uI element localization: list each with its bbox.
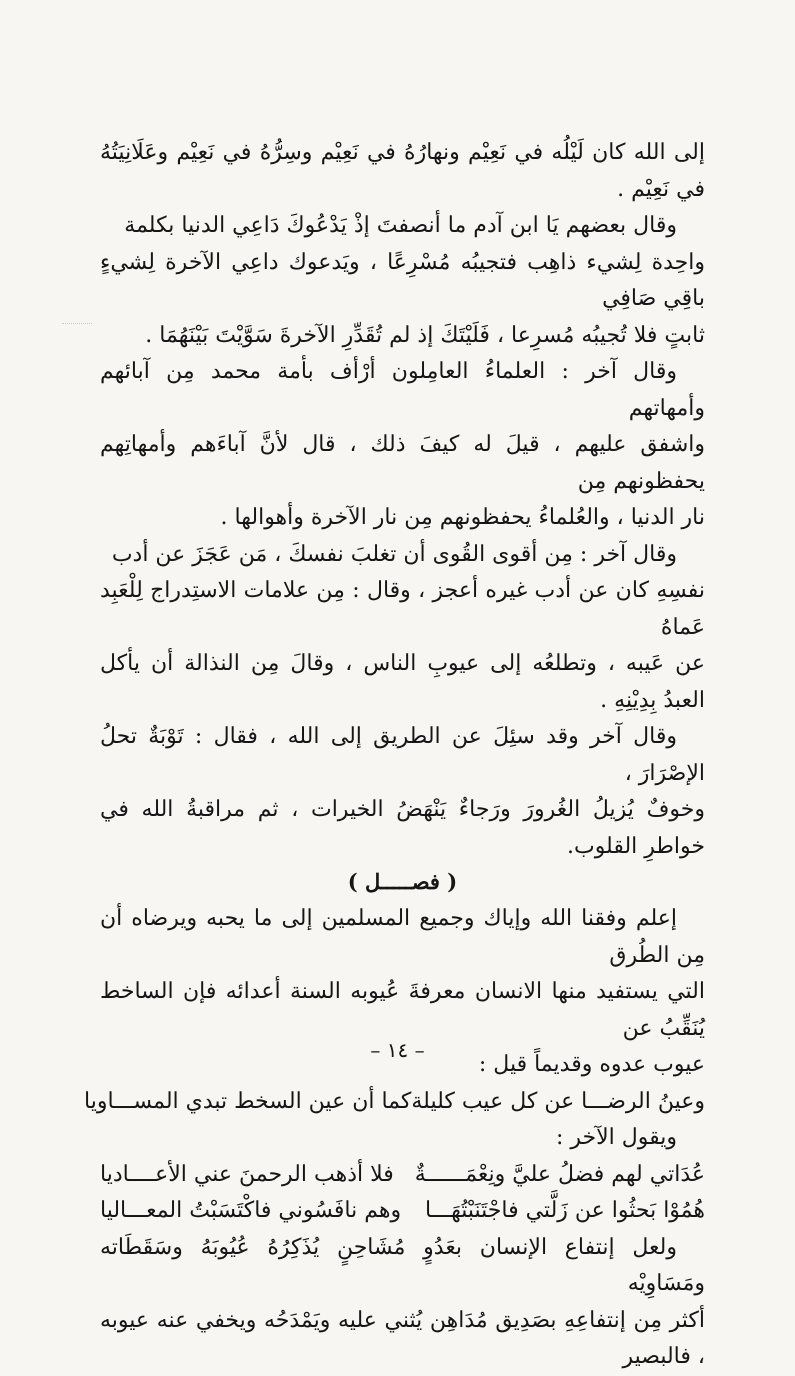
text-line: إلى الله كان لَيْلُه في نَعِيْم ونهارُهُ في نَعِيْم وسِرُّهُ في نَعِيْم وعَلَانِيَتُهُ في نَعِيْم . bbox=[100, 140, 705, 202]
text-line: إعلم وفقنا الله وإياك وجميع المسلمين إلى ما يحبه ويرضاه أن مِن الطُرق bbox=[100, 906, 705, 968]
verse-line bbox=[100, 1157, 705, 1194]
text-line: وقال آخر : مِن أقوى القُوى أن تغلبَ نفسكَ ، مَن عَجَزَ عن أدب bbox=[111, 541, 677, 567]
margin-mark bbox=[62, 323, 92, 326]
text-line: عيوب عدوه وقديماً قيل : bbox=[478, 1052, 705, 1077]
text-line: وخوفٌ يُزيلُ الغُرورَ ورَجاءٌ يَنْهَضُ الخيرات ، ثم مراقبةُ الله في خواطرِ القلوب. bbox=[100, 797, 705, 859]
text-line: أكثر مِن إنتفاعِهِ بصَدِيق مُدَاهِن يُثني عليه ويَمْدَحُه ويخفي عنه عيوبه ، فالبصير bbox=[100, 1307, 705, 1369]
text-line: ولعل إنتفاع الإنسان بعَدُوٍ مُشَاحِنٍ يُذَكِرُهُ عُيُوبَهُ وسَقَطَاته ومَسَاوِيْه bbox=[100, 1234, 705, 1296]
text-line: ثابتٍ فلا تُجيبُه مُسرِعا ، فَلَيْتَكَ إذ لم تُقَدِّرِ الآخرةَ سَوَّيْتَ بَيْنَهُمَا . bbox=[145, 322, 705, 348]
text-line: عن عَيبه ، وتطلعُه إلى عيوبِ الناس ، وقالَ مِن النذالة أن يأكل العبدُ بِدِيْنِهِ . bbox=[100, 651, 705, 713]
page-number: – ١٤ – bbox=[370, 1038, 425, 1062]
text-line: واشفق عليهم ، قيلَ له كيفَ ذلك ، قال لأنَّ آباءَهم وأمهاتِهم يحفظونهم مِن bbox=[100, 432, 705, 494]
verse-line bbox=[84, 1084, 705, 1121]
section-title: ( فصـــــل ) bbox=[347, 869, 458, 894]
verse-second-hemistich: وهم نافَسُوني فاكْتَسَبْتُ المعـــاليا bbox=[100, 1198, 402, 1223]
text-line: وقال بعضهم يَا ابن آدم ما أنصفتَ إذْ يَدْعُوكَ دَاعِي الدنيا بكلمة bbox=[124, 213, 677, 238]
page-body bbox=[84, 135, 705, 1376]
verse-first-hemistich: وعينُ الرضـــا عن كل عيب كليلة bbox=[411, 1088, 705, 1114]
verse-second-hemistich: كما أن عين السخط تبدي المســـاويا bbox=[84, 1088, 412, 1114]
verse-second-hemistich: فلا أذهب الرحمنَ عني الأعــــاديا bbox=[100, 1161, 394, 1187]
text-line: واحِدة لِشيء ذاهِب فتجيبُه مُسْرِعًا ، ويَدعوك داعِي الآخرة لِشيءٍ باقِي صَافِي bbox=[100, 249, 705, 311]
verse-first-hemistich: هُمُوْا بَحثُوا عن زَلَّتي فاجْتَنَبْتُهَـــا bbox=[425, 1198, 705, 1223]
text-line: نار الدنيا ، والعُلماءُ يحفظونهم مِن نار الآخرة وأهوالها . bbox=[220, 505, 705, 530]
verse-first-hemistich: عُدَاتي لهم فضلُ عليَّ ونِعْمَــــــةٌ bbox=[414, 1161, 705, 1187]
text-line: التي يستفيد منها الانسان معرفةَ عُيوبه السنة أعدائه فإن الساخط يُنَقِّبُ عن bbox=[100, 979, 705, 1041]
text-line: وقال آخر وقد سئِلَ عن الطريق إلى الله ، فقال : تَوْبَةٌ تحلُ الإصْرَارَ ، bbox=[100, 724, 705, 786]
verse-line bbox=[100, 1193, 705, 1230]
text-line: نفسِهِ كان عن أدب غيره أعجز ، وقال : مِن علامات الاستِدراج لِلْعَبِد عَماهُ bbox=[100, 578, 705, 640]
text-line: ويقول الآخر : bbox=[555, 1125, 677, 1150]
text-line: وقال آخر : العلماءُ العامِلون أرْأف بأمة محمد مِن آبائهم وأمهاتهم bbox=[100, 359, 705, 421]
